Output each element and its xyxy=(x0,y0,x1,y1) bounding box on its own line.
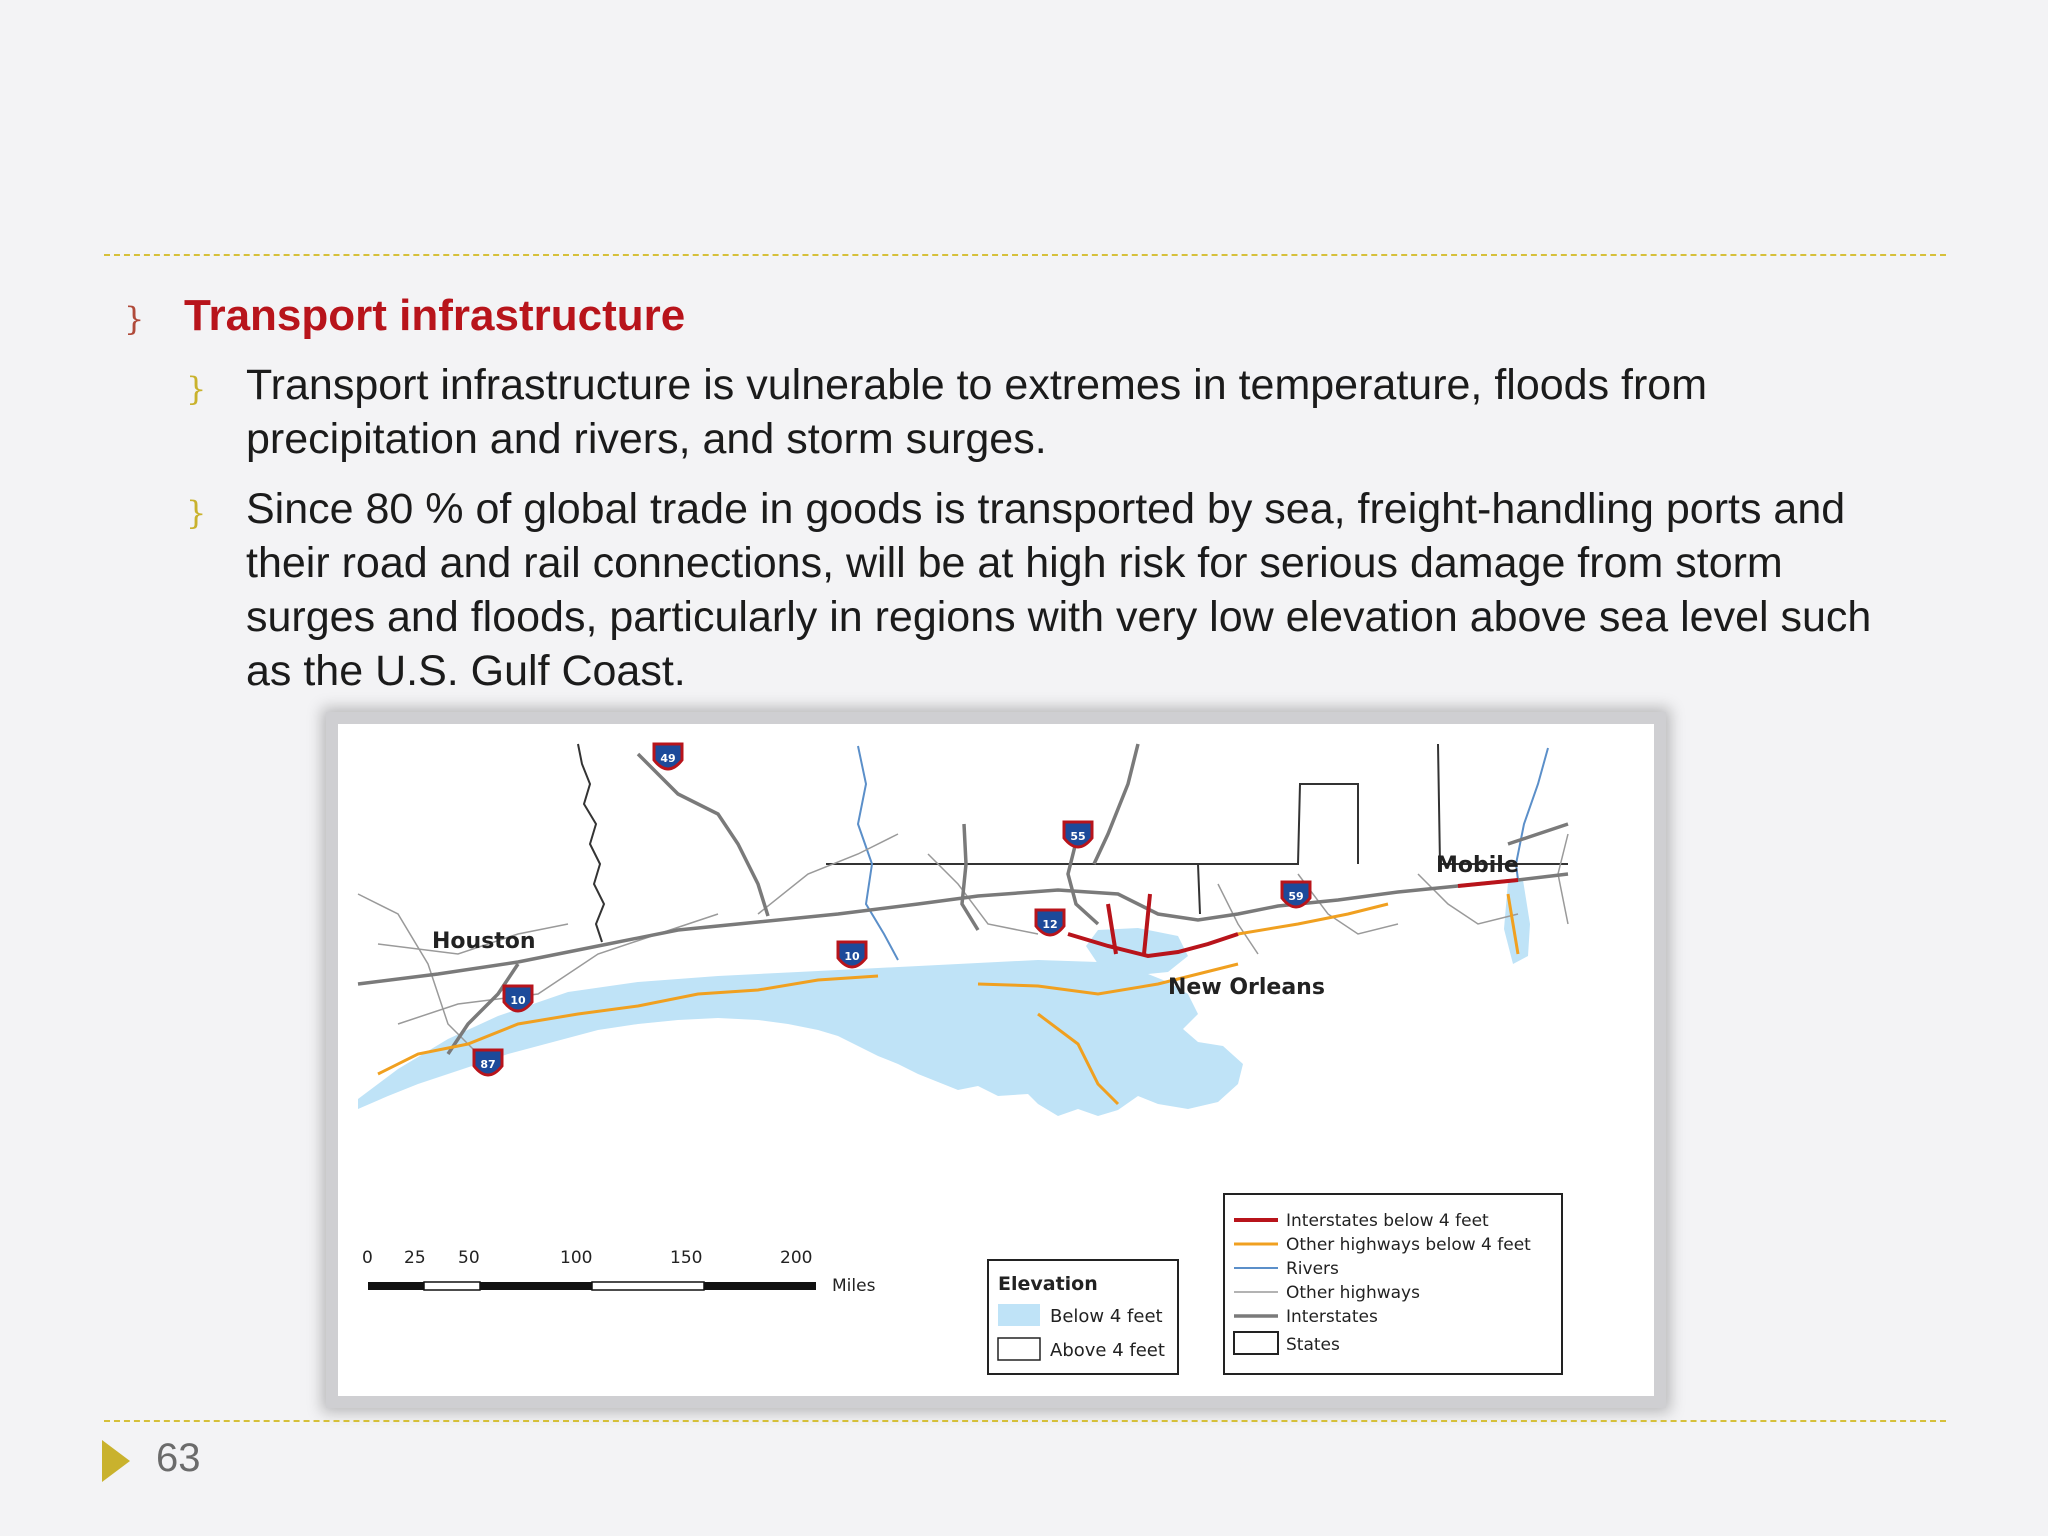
slide-heading: Transport infrastructure xyxy=(184,291,686,340)
svg-text:150: 150 xyxy=(670,1248,703,1268)
scale-bar xyxy=(362,1248,876,1296)
svg-text:Other highways below 4 feet: Other highways below 4 feet xyxy=(1286,1235,1531,1255)
gulf-coast-map xyxy=(326,712,1666,1408)
play-arrow-icon xyxy=(102,1440,130,1482)
svg-text:50: 50 xyxy=(458,1248,480,1268)
interstate-shield xyxy=(838,942,866,967)
city-label-new-orleans: New Orleans xyxy=(1168,975,1325,1000)
svg-text:10: 10 xyxy=(510,994,526,1007)
svg-text:Interstates below 4 feet: Interstates below 4 feet xyxy=(1286,1211,1489,1231)
svg-text:87: 87 xyxy=(480,1058,496,1071)
elevation-legend xyxy=(988,1260,1178,1374)
interstate-shield xyxy=(474,1050,502,1075)
city-label-houston: Houston xyxy=(432,929,536,954)
svg-text:Other highways: Other highways xyxy=(1286,1283,1420,1303)
interstate-shield xyxy=(1064,822,1092,847)
svg-text:55: 55 xyxy=(1070,830,1086,843)
bullet-icon: } xyxy=(124,300,145,338)
page-number: 63 xyxy=(156,1436,201,1480)
bullet-text-2: Since 80 % of global trade in goods is transported by sea, freight-handling ports and their road and rail connections, will be at high risk for serious damage from storm surges and floods, particularly in regions with very low elevation above sea level such as the U.S. Gulf Coast. xyxy=(246,485,1872,695)
city-label-mobile: Mobile xyxy=(1436,853,1519,878)
svg-text:59: 59 xyxy=(1288,890,1304,903)
bottom-divider xyxy=(104,1420,1946,1422)
bullet-text-1: Transport infrastructure is vulnerable to extremes in temperature, floods from precipitation and rivers, and storm surges. xyxy=(246,361,1708,463)
svg-text:49: 49 xyxy=(660,752,676,765)
bullet-icon: } xyxy=(186,494,207,532)
svg-text:Rivers: Rivers xyxy=(1286,1259,1339,1279)
svg-text:12: 12 xyxy=(1042,918,1058,931)
svg-text:10: 10 xyxy=(844,950,860,963)
svg-text:25: 25 xyxy=(404,1248,426,1268)
svg-text:States: States xyxy=(1286,1335,1340,1355)
svg-text:100: 100 xyxy=(560,1248,593,1268)
svg-text:Elevation: Elevation xyxy=(998,1273,1098,1295)
svg-text:0: 0 xyxy=(362,1248,373,1268)
svg-text:Below 4 feet: Below 4 feet xyxy=(1050,1306,1163,1327)
interstate-shield xyxy=(654,744,682,769)
svg-text:200: 200 xyxy=(780,1248,813,1268)
top-divider xyxy=(104,254,1946,256)
svg-text:Interstates: Interstates xyxy=(1286,1307,1378,1327)
interstate-shield xyxy=(1036,910,1064,935)
interstate-shield xyxy=(1282,882,1310,907)
map-graphic xyxy=(338,724,1654,1396)
svg-text:Above 4 feet: Above 4 feet xyxy=(1050,1340,1165,1361)
interstate-shield xyxy=(504,986,532,1011)
svg-text:Miles: Miles xyxy=(832,1276,876,1296)
line-legend xyxy=(1224,1194,1562,1374)
bullet-icon: } xyxy=(186,370,207,408)
